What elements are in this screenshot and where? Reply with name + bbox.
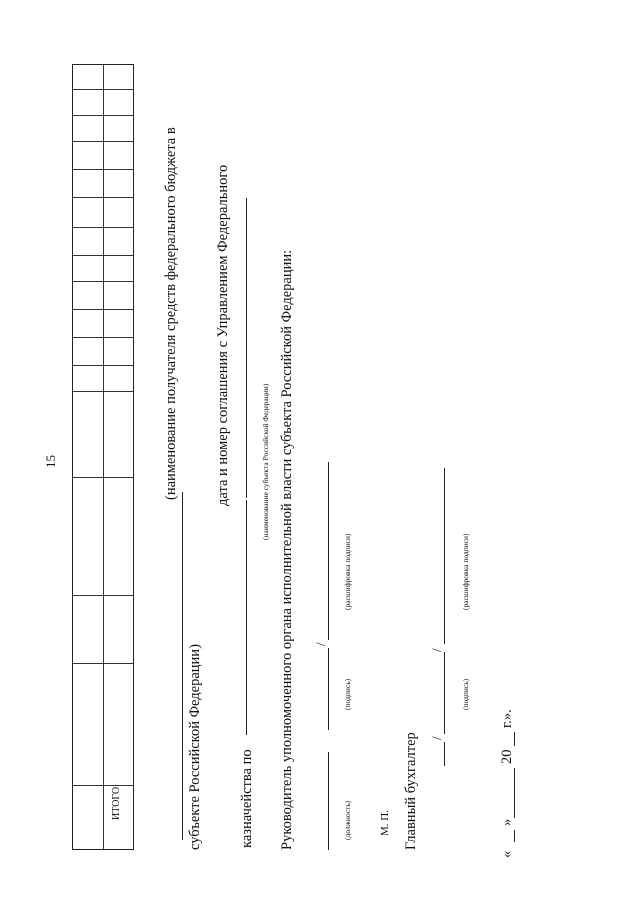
date-year-prefix: 20 (499, 749, 515, 764)
page-number: 15 (43, 455, 58, 468)
table-row-line (73, 785, 133, 786)
chief-decoding-line (444, 468, 445, 644)
table-row-line (73, 309, 133, 310)
subject-caption: (наименование субъекта Российской Федерации) (261, 383, 270, 540)
treasury-label: казначейства по (239, 749, 255, 848)
decoding-line (328, 462, 329, 640)
table-row-line (73, 391, 133, 392)
stamp-place: М. П. (379, 810, 391, 836)
date-year-suffix: г.». (499, 709, 515, 728)
chief-signature-caption: (подпись) (461, 678, 470, 710)
head-decoding-caption: (расшифровка подписи) (343, 533, 352, 610)
chief-signature-line (444, 652, 445, 734)
table-row-line (73, 255, 133, 256)
recipient-underline (182, 492, 183, 840)
table-row-line (73, 595, 133, 596)
table-row-line (73, 365, 133, 366)
date-month-line (514, 768, 515, 818)
table-row-line (73, 197, 133, 198)
total-label: ИТОГО (111, 786, 122, 820)
treasury-underline (246, 500, 247, 735)
chief-slash-1: / (429, 736, 444, 740)
agreement-text: дата и номер соглашения с Управлением Федерального (215, 164, 231, 506)
position-caption: (должность) (343, 800, 352, 840)
date-year-line (514, 732, 515, 746)
recipient-caption: (наименование получателя средств федерального бюджета в (163, 127, 179, 500)
date-open-quote: « (499, 850, 515, 858)
head-signature-caption: (подпись) (343, 678, 352, 710)
chief-signature-line-start (444, 742, 445, 766)
chief-slash-2: / (429, 648, 444, 652)
date-close-quote: » (499, 818, 515, 826)
table-row-line (73, 477, 133, 478)
chief-decoding-caption: (расшифровка подписи) (461, 533, 470, 610)
table-column-divider (103, 65, 104, 849)
table-row-line (73, 281, 133, 282)
date-day-line (514, 830, 515, 842)
signature-separator: / (313, 642, 328, 646)
subject-line: субъекте Российской Федерации) (187, 644, 203, 850)
head-title: Руководитель уполномоченного органа исполнительной власти субъекта Российской Федерации: (279, 249, 295, 850)
table-row-line (73, 227, 133, 228)
table-row-line (73, 141, 133, 142)
position-line (328, 752, 329, 850)
table-row-line (73, 169, 133, 170)
table-row-line (73, 663, 133, 664)
table-row-line (73, 89, 133, 90)
table-row-line (73, 115, 133, 116)
chief-accountant-title: Главный бухгалтер (403, 732, 419, 850)
signature-line (328, 648, 329, 730)
agreement-underline (246, 198, 247, 498)
table-row-line (73, 337, 133, 338)
summary-table (72, 64, 134, 850)
